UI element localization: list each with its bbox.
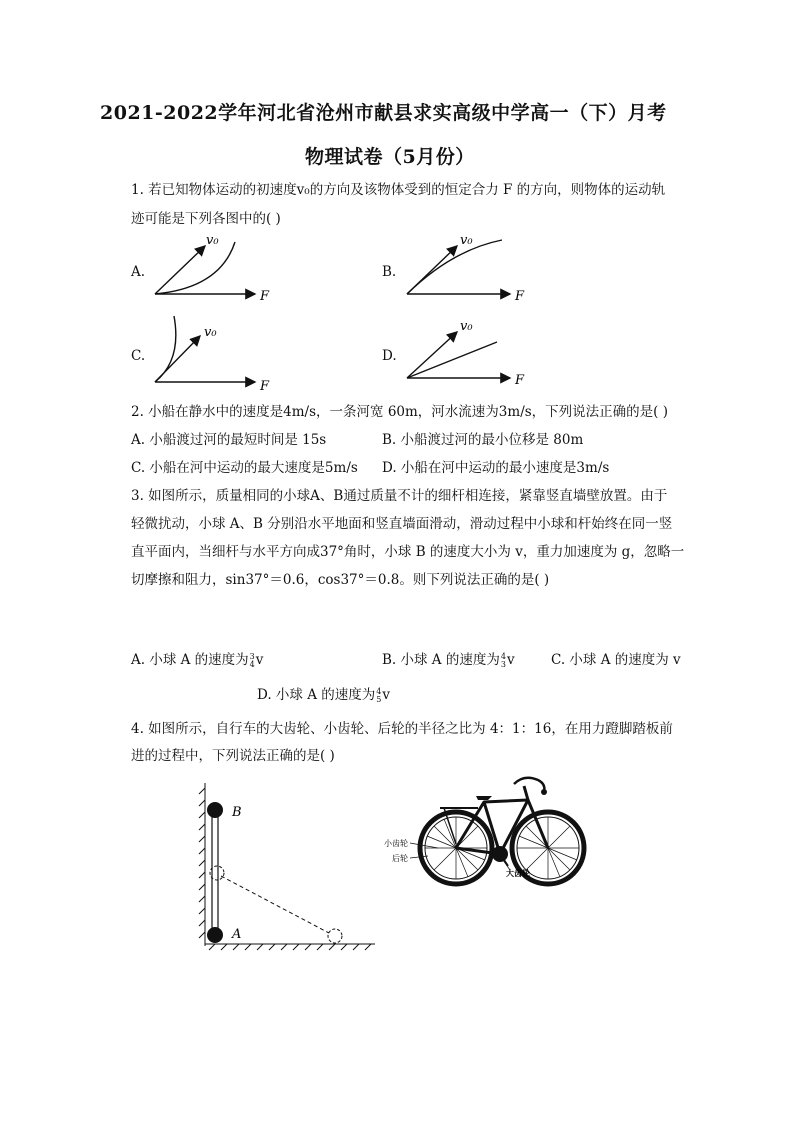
q1a-f-label: F <box>260 289 270 304</box>
q1-option-d-label: D. <box>382 348 397 364</box>
q1-stem-line1: 1. 若已知物体运动的初速度v₀的方向及该物体受到的恒定合力 F 的方向，则物体的运动轨 <box>131 182 666 198</box>
q4-stem-line1: 4. 如图所示，自行车的大齿轮、小齿轮、后轮的半径之比为 4：1：16，在用力蹬脚踏板前 <box>131 721 673 737</box>
q4-label-big-gear: 大齿轮 <box>506 868 530 878</box>
q3-label-a: A <box>232 927 242 942</box>
q3-stem-line4: 切摩擦和阻力，sin37°＝0.6，cos37°＝0.8。则下列说法正确的是( ) <box>131 572 550 588</box>
q2-option-c: C. 小船在河中运动的最大速度是5m/s <box>131 460 358 476</box>
q2-option-b: B. 小船渡过河的最小位移是 80m <box>382 432 584 448</box>
q1-diagram-d <box>402 312 532 392</box>
q2-stem: 2. 小船在静水中的速度是4m/s，一条河宽 60m，河水流速为3m/s，下列说法正确的是( ) <box>131 404 668 420</box>
q3-option-b: B. 小球 A 的速度为 4 3 v <box>382 651 515 669</box>
q3-stem-line1: 3. 如图所示，质量相同的小球A、B通过质量不计的细杆相连接，紧靠竖直墙壁放置。由于 <box>131 488 668 504</box>
q3-stem-line3: 直平面内，当细杆与水平方向成37°角时，小球 B 的速度大小为 v，重力加速度为 g，忽略一 <box>131 544 685 560</box>
q3-wall-rod-figure <box>195 778 385 958</box>
q1-option-c-label: C. <box>131 348 146 364</box>
q1c-v0-label: v₀ <box>204 325 217 340</box>
q1a-v0-label: v₀ <box>206 233 219 248</box>
q1b-f-label: F <box>515 289 525 304</box>
q4-label-small-gear: 小齿轮 <box>384 839 408 848</box>
q3-option-c: C. 小球 A 的速度为 v <box>551 652 681 668</box>
q4-stem-line2: 进的过程中，下列说法正确的是( ) <box>131 748 335 764</box>
q1-diagram-b <box>402 228 532 308</box>
q4-bicycle-figure <box>384 770 598 890</box>
q1-diagram-a <box>150 228 280 308</box>
q1-option-b-label: B. <box>382 264 397 280</box>
q3-label-b: B <box>232 805 242 820</box>
q1b-v0-label: v₀ <box>460 233 473 248</box>
q1c-f-label: F <box>260 379 270 394</box>
q3-option-a: A. 小球 A 的速度为 3 4 v <box>131 651 264 669</box>
q4-label-rear-wheel: 后轮 <box>392 854 408 863</box>
q3-stem-line2: 轻微扰动，小球 A、B 分别沿水平地面和竖直墙面滑动，滑动过程中小球和杆始终在同一竖 <box>131 516 673 532</box>
q2-option-a: A. 小船渡过河的最短时间是 15s <box>131 432 327 448</box>
q3-option-d: D. 小球 A 的速度为 4 5 v <box>257 686 390 704</box>
q1-stem-line2: 迹可能是下列各图中的( ) <box>131 211 281 227</box>
page-title-line1: 2021-2022学年河北省沧州市献县求实高级中学高一（下）月考 <box>100 102 667 124</box>
q1-option-a-label: A. <box>131 264 146 280</box>
q1d-v0-label: v₀ <box>460 319 473 334</box>
q2-option-d: D. 小船在河中运动的最小速度是3m/s <box>382 460 610 476</box>
page-title-line2: 物理试卷（5月份） <box>305 146 475 168</box>
q1-diagram-c <box>150 312 280 392</box>
q1d-f-label: F <box>515 373 525 388</box>
